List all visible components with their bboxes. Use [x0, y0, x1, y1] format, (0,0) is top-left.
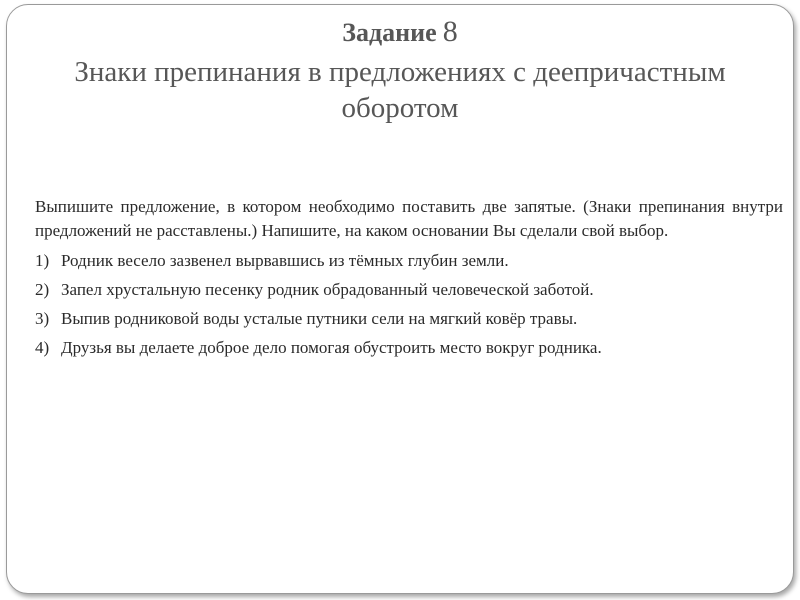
option-text: Запел хрустальную песенку родник обрадованный человеческой заботой. [61, 280, 594, 299]
answer-option [35, 278, 783, 302]
slide [6, 4, 794, 594]
option-number: 4) [35, 338, 50, 357]
task-number: 8 [442, 15, 458, 48]
answer-option [35, 336, 783, 360]
option-text: Друзья вы делаете доброе дело помогая обустроить место вокруг родника. [61, 338, 602, 357]
task-label: Задание [342, 18, 437, 47]
slide-title [7, 15, 793, 126]
task-instruction: Выпишите предложение, в котором необходимо поставить две запятые. (Знаки препинания внутри предложений не расставлены.) Напишите, на каком основании Вы сделали свой выбор. [35, 197, 783, 240]
option-text: Выпив родниковой воды усталые путники сели на мягкий ковёр травы. [61, 309, 578, 328]
option-number: 1) [35, 251, 50, 270]
answer-option [35, 307, 783, 331]
option-number: 2) [35, 280, 50, 299]
task-heading [7, 15, 793, 50]
answer-option [35, 249, 783, 273]
task-body [35, 195, 783, 365]
task-subtitle: Знаки препинания в предложениях с деепричастным оборотом [74, 56, 726, 124]
option-number: 3) [35, 309, 50, 328]
answer-options [35, 249, 783, 360]
option-text: Родник весело зазвенел вырвавшись из тёмных глубин земли. [61, 251, 509, 270]
